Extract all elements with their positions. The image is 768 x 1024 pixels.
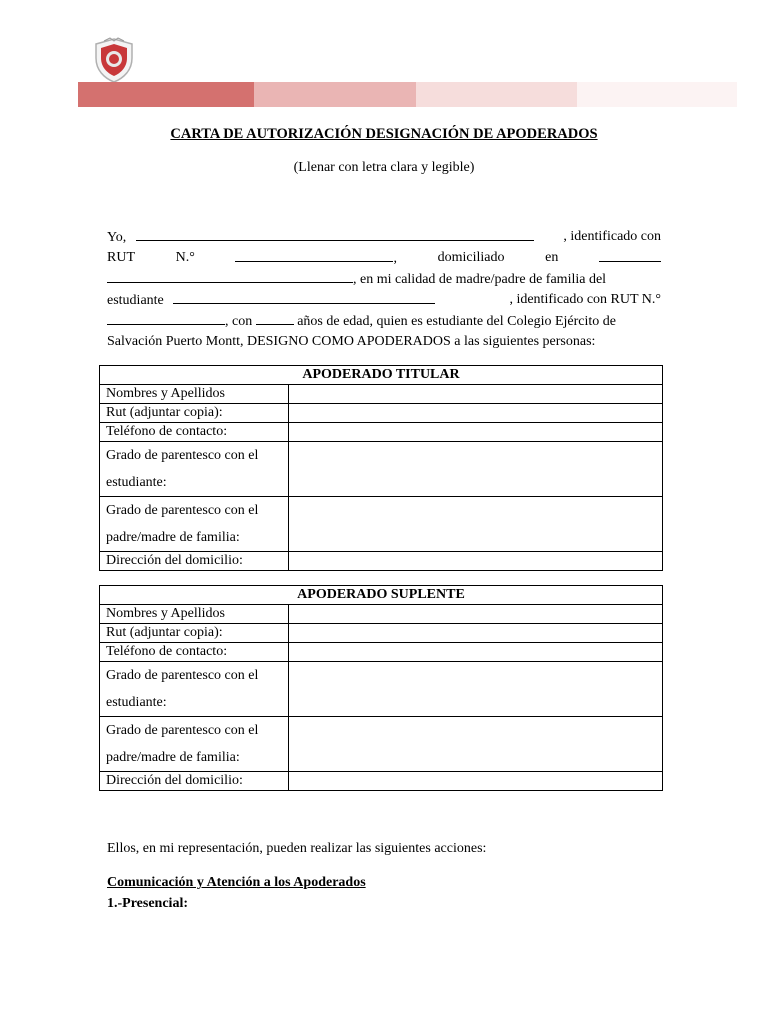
titular-names-field[interactable]: [289, 385, 663, 404]
titular-relation-student-field[interactable]: [289, 442, 663, 497]
substitute-rut-field[interactable]: [289, 624, 663, 643]
table-row: Rut (adjuntar copia):: [100, 624, 663, 643]
salvation-army-shield-icon: [90, 36, 138, 84]
paragraph-line-3: , en mi calidad de madre/padre de familia del: [107, 268, 661, 289]
substitute-phone-field[interactable]: [289, 643, 663, 662]
substitute-table-header: APODERADO SUPLENTE: [100, 586, 663, 605]
table-row: Dirección del domicilio:: [100, 772, 663, 791]
name-blank[interactable]: [136, 226, 534, 241]
paragraph-line-1: Yo, , identificado con: [107, 226, 661, 247]
substitute-guardian-table: [99, 585, 663, 791]
table-row: Teléfono de contacto:: [100, 643, 663, 662]
titular-address-field[interactable]: [289, 552, 663, 571]
age-blank[interactable]: [256, 310, 294, 325]
paragraph-line-5: , con años de edad, quien es estudiante del Colegio Ejército de: [107, 310, 661, 331]
substitute-address-field[interactable]: [289, 772, 663, 791]
table-row: Grado de parentesco con el estudiante:: [100, 442, 663, 497]
domicile-blank-start[interactable]: [599, 247, 661, 262]
titular-phone-field[interactable]: [289, 423, 663, 442]
substitute-relation-parent-field[interactable]: [289, 717, 663, 772]
domicile-blank-end[interactable]: [107, 268, 353, 283]
student-name-blank[interactable]: [173, 289, 435, 304]
paragraph-line-4: estudiante , identificado con RUT N.°: [107, 289, 661, 310]
document-subtitle: (Llenar con letra clara y legible): [293, 160, 475, 175]
table-row: Dirección del domicilio:: [100, 552, 663, 571]
document-title: CARTA DE AUTORIZACIÓN DESIGNACIÓN DE APODERADOS: [170, 126, 598, 142]
section-heading: Comunicación y Atención a los Apoderados: [107, 875, 366, 890]
header-band-segment-2: [254, 82, 416, 107]
titular-table-header: APODERADO TITULAR: [100, 366, 663, 385]
substitute-names-field[interactable]: [289, 605, 663, 624]
table-row: Teléfono de contacto:: [100, 423, 663, 442]
paragraph-line-2: RUT N.° , domiciliado en: [107, 247, 661, 268]
table-row: Nombres y Apellidos: [100, 385, 663, 404]
table-row: Nombres y Apellidos: [100, 605, 663, 624]
table-row: Grado de parentesco con el padre/madre de familia:: [100, 717, 663, 772]
table-row: Grado de parentesco con el estudiante:: [100, 662, 663, 717]
subsection-heading: 1.-Presencial:: [107, 896, 188, 911]
header-band-segment-1: [78, 82, 254, 107]
table-row: Rut (adjuntar copia):: [100, 404, 663, 423]
actions-intro: Ellos, en mi representación, pueden realizar las siguientes acciones:: [107, 841, 487, 856]
paragraph-line-6: Salvación Puerto Montt, DESIGNO COMO APODERADOS a las siguientes personas:: [107, 334, 596, 349]
titular-rut-field[interactable]: [289, 404, 663, 423]
student-rut-blank[interactable]: [107, 310, 225, 325]
titular-guardian-table: [99, 365, 663, 571]
titular-relation-parent-field[interactable]: [289, 497, 663, 552]
header-band-segment-3: [416, 82, 577, 107]
header-band-segment-4: [577, 82, 737, 107]
table-row: Grado de parentesco con el padre/madre de familia:: [100, 497, 663, 552]
substitute-relation-student-field[interactable]: [289, 662, 663, 717]
rut-blank[interactable]: [235, 247, 393, 262]
